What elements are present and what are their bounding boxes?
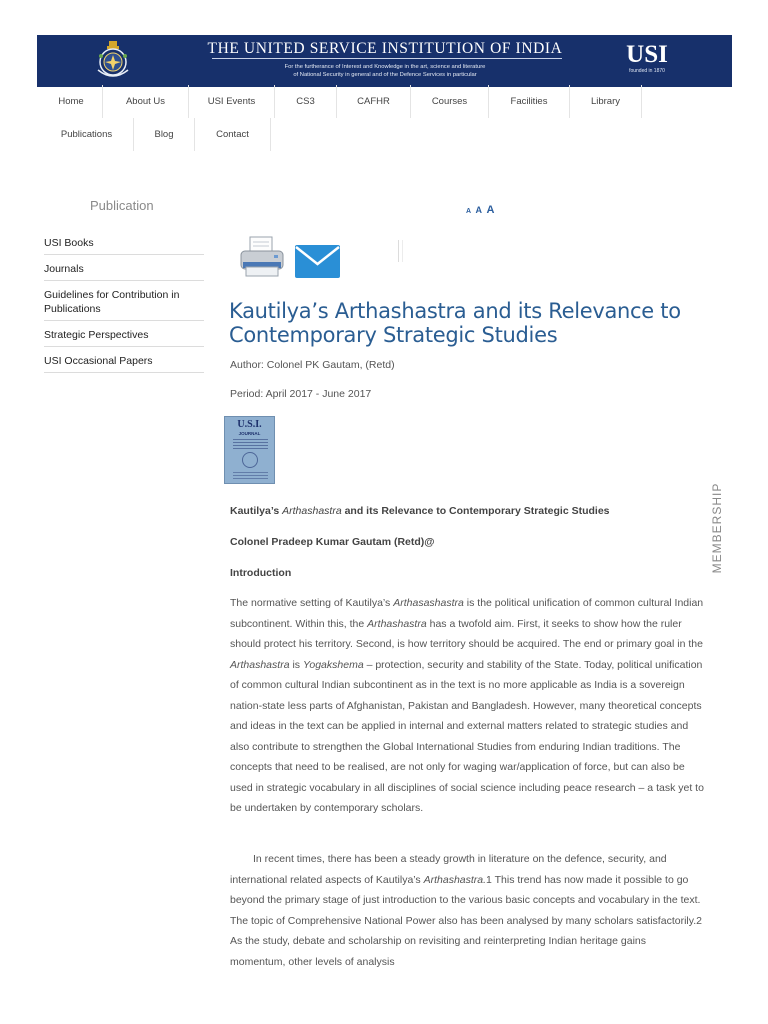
motto-line-1: For the furtherance of Interest and Knowledge in the art, science and literature (284, 64, 486, 70)
nav-cafhr[interactable]: CAFHR (337, 85, 411, 118)
nav-about-us[interactable]: About Us (103, 85, 189, 118)
nav-library[interactable]: Library (570, 85, 642, 118)
nav-blog[interactable]: Blog (134, 118, 195, 151)
institution-title: THE UNITED SERVICE INSTITUTION OF INDIA (207, 40, 563, 57)
sidebar-item-guidelines[interactable]: Guidelines for Contribution in Publications (44, 288, 204, 321)
cover-footer-lines (233, 472, 268, 479)
title-divider (212, 58, 562, 59)
sidebar-heading: Publication (90, 198, 154, 213)
article-author: Author: Colonel PK Gautam, (Retd) (230, 359, 395, 371)
paragraph-2: In recent times, there has been a steady growth in literature on the defence, security, and international related aspects of Kautilya’s Arthashastra.1 This trend has now made it possible to go beyond the primary stage of just introduction to the various basic concepts and vocabulary in the text. The topic of Comprehensive National Power also has been analysed by many scholars satisfactorily.2 As the study, debate and scholarship on revisiting and reinterpreting Indian heritage gains momentum, other levels of analysis (230, 853, 702, 968)
nav-facilities[interactable]: Facilities (489, 85, 570, 118)
nav-usi-events[interactable]: USI Events (189, 85, 275, 118)
nav-publications[interactable]: Publications (40, 118, 134, 151)
nav-courses[interactable]: Courses (411, 85, 489, 118)
toolbar-divider (398, 240, 399, 262)
founded-text: founded in 1870 (629, 68, 665, 74)
motto-line-2: of National Security in general and of the Defence Services in particular (293, 72, 477, 78)
toolbar-divider-2 (402, 240, 403, 262)
sidebar-item-occasional-papers[interactable]: USI Occasional Papers (44, 354, 204, 373)
nav-contact[interactable]: Contact (195, 118, 271, 151)
cover-subtitle: JOURNAL (238, 431, 261, 436)
nav-cs3[interactable]: CS3 (275, 85, 337, 118)
article-period: Period: April 2017 - June 2017 (230, 388, 372, 400)
printer-icon[interactable] (238, 236, 286, 280)
font-size-medium-button[interactable]: A (475, 205, 483, 215)
section-heading-introduction: Introduction (230, 567, 292, 579)
mail-icon[interactable] (295, 245, 340, 278)
article-byline: Colonel Pradeep Kumar Gautam (Retd)@ (230, 536, 435, 548)
cover-seal-icon (242, 452, 258, 468)
paragraph-1: The normative setting of Kautilya’s Arthasashastra is the political unification of common cultural Indian subcontinent. Within this, the Arthashastra has a twofold aim. First, it seeks to show how the ruler should protect his territory. Second, is how territory should be acquired. The end or primary goal in the Arthashastra is Yogakshema – protection, security and stability of the State. Today, political unification of common cultural Indian subcontinent as in the text is no more applicable as India is a sovereign nation-state less parts of Afghanistan, Pakistan and Bangladesh. However, many theoretical concepts and ideas in the text can be applied in internal and external matters related to strategic studies and also contribute to strengthen the Global International Studies from enduring Indian traditions. The concepts that need to be realised, are not only for waging war/application of force, but can also be used in strategic vocabulary in all disciplines of social science including peace research – a task yet to be undertaken by contemporary scholars. (230, 597, 704, 814)
cover-text-lines (233, 439, 268, 449)
font-size-selector (466, 200, 494, 218)
article-title: Kautilya’s Arthashastra and its Relevance to Contemporary Strategic Studies (229, 299, 681, 347)
nav-home[interactable]: Home (40, 85, 103, 118)
cover-title: U.S.I. (237, 419, 262, 430)
sidebar-item-usi-books[interactable]: USI Books (44, 236, 204, 255)
membership-label: MEMBERSHIP (710, 482, 724, 574)
institution-motto (175, 63, 595, 79)
membership-side-tab[interactable] (708, 482, 726, 574)
sidebar-item-journals[interactable]: Journals (44, 262, 204, 281)
usi-logo[interactable]: USI (626, 41, 668, 68)
institution-emblem-icon[interactable] (94, 40, 132, 80)
font-size-small-button[interactable]: A (466, 208, 472, 215)
font-size-large-button[interactable]: A (486, 204, 495, 216)
sidebar-item-strategic-perspectives[interactable]: Strategic Perspectives (44, 328, 204, 347)
article-heading: Kautilya’s Arthashastra and its Relevance to Contemporary Strategic Studies (230, 505, 610, 517)
journal-cover-image[interactable] (224, 416, 275, 484)
